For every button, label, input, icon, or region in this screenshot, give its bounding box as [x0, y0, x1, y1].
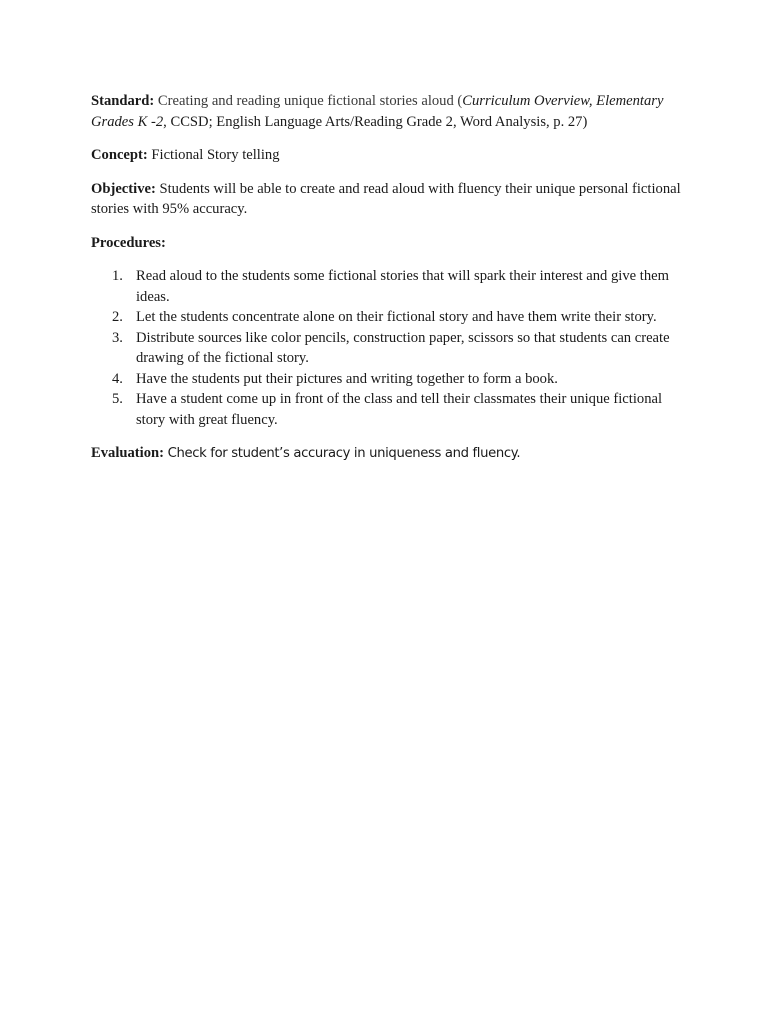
procedures-heading: Procedures: — [91, 234, 166, 251]
objective-paragraph — [91, 179, 691, 220]
standard-paragraph — [91, 91, 691, 132]
standard-text: Creating and reading unique fictional stories aloud ( — [157, 93, 463, 109]
procedure-number: 2. — [112, 309, 123, 325]
procedure-item — [91, 307, 691, 328]
standard-citation: Curriculum Overview, Elementary Grades K -2 — [91, 93, 664, 130]
procedure-item — [91, 369, 691, 390]
procedure-item — [91, 266, 691, 307]
concept-text: Fictional Story telling — [151, 147, 280, 163]
standard-source: , CCSD; English Language Arts/Reading Grade 2, Word Analysis, p. 27) — [163, 113, 588, 130]
lesson-plan-page — [91, 91, 691, 478]
procedure-item — [91, 328, 691, 369]
procedures-list — [91, 266, 691, 430]
objective-text: Students will be able to create and read aloud with fluency their unique personal fictional stories with 95% accuracy. — [91, 180, 681, 217]
evaluation-paragraph — [91, 443, 691, 465]
procedure-text: Have a student come up in front of the class and tell their classmates their unique fictional story with great fluency. — [136, 391, 663, 428]
evaluation-text: Check for student’s accuracy in uniqueness and fluency. — [167, 446, 521, 461]
concept-paragraph — [91, 145, 691, 166]
procedure-text: Distribute sources like color pencils, construction paper, scissors so that students can create drawing of the fictional story. — [136, 329, 670, 366]
procedure-number: 5. — [112, 391, 123, 407]
evaluation-label: Evaluation: — [91, 445, 164, 461]
procedure-text: Read aloud to the students some fictional stories that will spark their interest and give them ideas. — [136, 268, 669, 305]
procedure-text: Let the students concentrate alone on their fictional story and have them write their story. — [136, 309, 657, 325]
procedure-number: 4. — [112, 370, 123, 387]
procedure-number: 3. — [112, 329, 123, 346]
procedure-item — [91, 389, 691, 430]
standard-label: Standard: — [91, 93, 155, 109]
concept-label: Concept: — [91, 147, 148, 163]
procedure-text: Have the students put their pictures and writing together to form a book. — [136, 370, 558, 387]
objective-label: Objective: — [91, 180, 156, 197]
procedure-number: 1. — [112, 268, 123, 284]
